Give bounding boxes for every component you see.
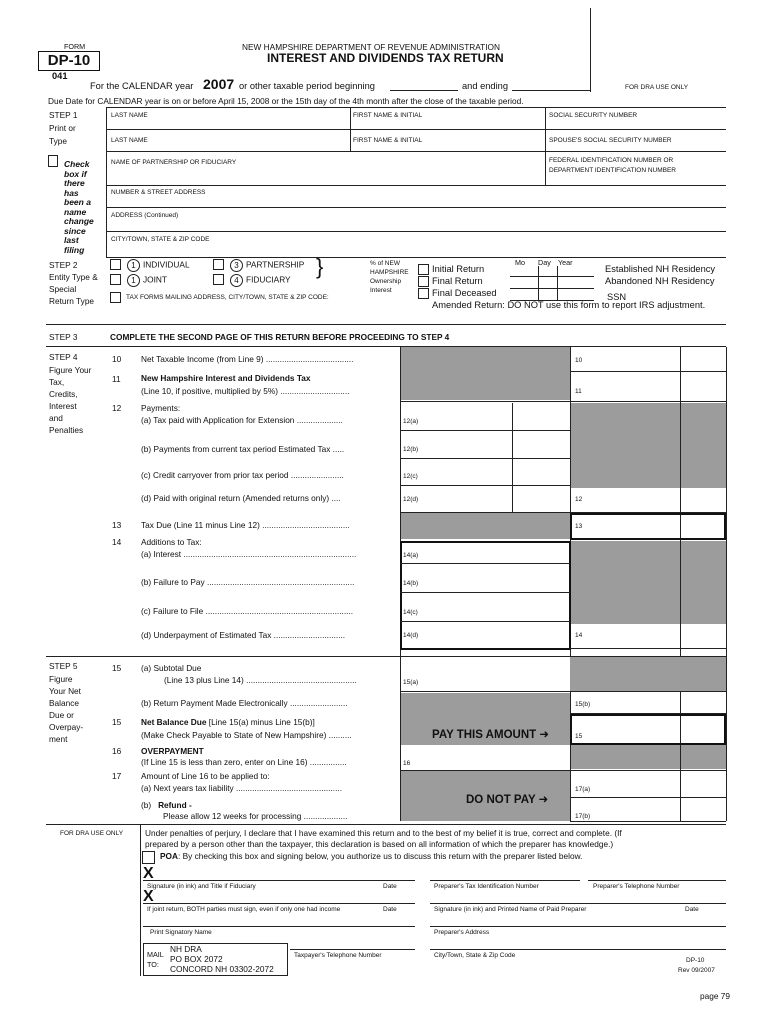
agency-name: NEW HAMPSHIRE DEPARTMENT OF REVENUE ADMINISTRATION [242,42,500,52]
step2-sub1: Entity Type & [49,272,98,282]
interest-label: Interest [370,287,392,294]
to-label: TO: [147,960,159,969]
preparer-signature-line[interactable] [430,903,726,904]
residency-date-2[interactable] [510,288,594,289]
step3-bottom-rule [46,346,726,347]
preparer-signature-label: Signature (in ink) and Printed Name of Paid Preparer [434,906,587,913]
page-title: INTEREST AND DIVIDENDS TAX RETURN [267,51,504,65]
step5-sub1: Figure [49,674,73,684]
line12b-text: (b) Payments from current tax period Estimated Tax ..... [141,444,345,454]
preparer-city-label: City/Town, State & Zip Code [434,952,516,959]
line13-box [570,513,726,540]
line17b-rule [570,821,726,822]
line13-text: Tax Due (Line 11 minus Line 12) ...................................... [141,520,350,530]
partnership-checkbox[interactable] [213,259,224,270]
step1-label: STEP 1 [49,110,78,120]
final-return-checkbox[interactable] [418,276,429,287]
line14c-text: (c) Failure to File ................................................................ [141,606,354,616]
form-number: DP-10 [38,51,100,71]
line12d-amount-field[interactable]: 12(d) [403,496,419,503]
address-continued-field[interactable]: ADDRESS (Continued) [111,212,179,219]
line17b-text: (b) Refund - [141,800,192,810]
line12b-rule [400,458,570,459]
step4-sub1: Figure Your [49,365,92,375]
partnership-option: 3 PARTNERSHIP [230,259,304,272]
ssn-label: SSN [607,292,627,302]
perjury-statement: Under penalties of perjury, I declare that I have examined this return and to the best of my belief it is true, correct and complete. (If [145,828,622,838]
shaded-area-13 [400,513,570,539]
line15-net-text-2: (Make Check Payable to State of New Hampshire) .......... [141,730,352,740]
tax-year: 2007 [203,76,235,92]
row-rule-5 [106,231,726,232]
line15-number: 15 [112,663,122,673]
line17-number: 17 [112,771,122,781]
line12c-amount-field[interactable]: 12(c) [403,473,418,480]
step3-instruction: COMPLETE THE SECOND PAGE OF THIS RETURN BEFORE PROCEEDING TO STEP 4 [110,332,450,342]
line16-rule [400,770,726,771]
joint-signature-line[interactable] [143,903,415,904]
arrow-right-icon: ➜ [539,729,549,741]
final-deceased-label: Final Deceased [432,288,497,298]
line14-number: 14 [112,537,122,547]
line14-text: Additions to Tax: [141,537,202,547]
step1-sub2: Type [49,136,67,146]
tax-forms-mailing-label: TAX FORMS MAILING ADDRESS, CITY/TOWN, STATE & ZIP CODE: [126,294,329,301]
preparer-tin-line[interactable] [430,880,580,881]
line16-number: 16 [112,746,122,756]
mail-address-2: PO BOX 2072 [170,954,223,964]
row-rule-4 [106,207,726,208]
step4-sub3: Credits, [49,389,78,399]
period-end-field[interactable] [512,90,590,91]
row-rule-1 [106,129,726,130]
line17a-amount-field[interactable]: 17(a) [575,786,591,793]
line17b-text-2: Please allow 12 weeks for processing ................... [163,811,348,821]
step4-label: STEP 4 [49,352,78,362]
step5-sub5: Overpay- [49,722,84,732]
line10-amount-field[interactable]: 10 [575,357,583,364]
line14-box [400,541,571,650]
dra-use-only: FOR DRA USE ONLY [625,84,689,91]
line17b-amount-field[interactable]: 17(b) [575,813,591,820]
final-return-label: Final Return [432,276,483,286]
step2-label: STEP 2 [49,260,78,270]
line14d-text: (d) Underpayment of Estimated Tax ............................... [141,630,346,640]
final-deceased-checkbox[interactable] [418,288,429,299]
right-rule [726,347,727,821]
shaded-area-14 [570,541,726,624]
form-label: FORM [64,42,86,51]
ownership-label: Ownership [370,278,402,285]
name-change-checkbox[interactable] [48,155,58,167]
sign-here-x-1: X [143,865,154,882]
preparer-tin-label: Preparer's Tax Identification Number [434,883,539,890]
preparer-address-line[interactable] [430,926,726,927]
revision-date: Rev 09/2007 [678,967,715,974]
day-label: Day [538,258,551,267]
line17a-rule [570,797,726,798]
dra-box-divider [590,8,591,92]
line16-amount-field[interactable]: 16 [403,760,411,767]
year-label: Year [558,258,573,267]
pay-this-amount-label: PAY THIS AMOUNT ➜ [432,729,549,741]
established-residency-label: Established NH Residency [605,264,716,274]
line12-number: 12 [112,403,122,413]
initial-return-label: Initial Return [432,264,485,274]
line12a-text: (a) Tax paid with Application for Extension .................... [141,415,343,425]
step4-sub6: Penalties [49,425,84,435]
preparer-phone-label: Preparer's Telephone Number [593,883,680,890]
page-number: page 79 [700,991,730,1001]
line12-amount-field[interactable]: 12 [575,496,583,503]
name-change-note: Check box if there has been a name change since last filing [64,159,94,255]
line12b-amount-field[interactable]: 12(b) [403,446,419,453]
line15a-rule [400,691,726,692]
line12c-rule [400,485,570,486]
signature-top-rule [46,824,726,825]
taxpayer-phone-line[interactable] [290,949,415,950]
spouse-ssn-field[interactable]: SPOUSE'S SOCIAL SECURITY NUMBER [549,137,672,144]
line14b-rule [400,592,570,593]
line11-number: 11 [112,374,121,384]
line13-number: 13 [112,520,122,530]
line14b-amount-field[interactable]: 14(b) [403,580,419,587]
line10-number: 10 [112,354,122,364]
step2-sub2: Special [49,284,77,294]
step3-label: STEP 3 [49,332,78,342]
brace-icon: } [316,254,324,279]
preparer-phone-line[interactable] [588,880,726,881]
city-state-zip-field[interactable]: CITY/TOWN, STATE & ZIP CODE [111,236,210,243]
fein-field-label-1[interactable]: FEDERAL IDENTIFICATION NUMBER OR [549,157,674,164]
line12-text: Payments: [141,403,181,413]
line15n-number: 15 [112,717,122,727]
abandoned-residency-label: Abandoned NH Residency [605,276,715,286]
preparer-address-label: Preparer's Address [434,929,490,936]
dra-use-only-bottom: FOR DRA USE ONLY [60,830,124,837]
and-ending-label: and ending [462,81,509,91]
line12c-text: (c) Credit carryover from prior tax period ....................... [141,470,344,480]
step5-label: STEP 5 [49,661,78,671]
last-name-field[interactable]: LAST NAME [111,112,148,119]
step3-top-rule [46,324,726,325]
line11-rule [400,401,726,402]
line14a-text: (a) Interest ........................................................................... [141,549,357,559]
step5-sub3: Balance [49,698,79,708]
step1-sub1: Print or [49,123,76,133]
line10-text: Net Taxable Income (from Line 9) ...................................... [141,354,354,364]
line14a-rule [400,563,570,564]
step5-sub4: Due or [49,710,74,720]
partnership-name-field[interactable]: NAME OF PARTNERSHIP OR FIDUCIARY [111,159,237,166]
fiduciary-checkbox[interactable] [213,274,224,285]
col-divider-2 [545,107,546,185]
step5-sub6: ment [49,734,68,744]
line12a-amount-field[interactable]: 12(a) [403,418,419,425]
line15-box [570,714,726,745]
joint-checkbox[interactable] [110,274,121,285]
date-divider-1 [538,266,539,300]
perjury-statement-2: prepared by a person other than the taxpayer, this declaration is based on all information of which the preparer has knowledge.) [145,839,614,849]
line15a-text-2: (Line 13 plus Line 14) ................................................ [164,675,357,685]
line14-amount-field[interactable]: 14 [575,632,583,639]
row-rule-2 [106,151,726,152]
date-label-1: Date [383,883,397,890]
line15a-text: (a) Subtotal Due [141,663,202,673]
line16-text-2: (If Line 15 is less than zero, enter on Line 16) ................ [141,757,347,767]
line11-text: New Hampshire Interest and Dividends Tax [141,373,311,383]
row-rule-6 [106,257,726,258]
individual-checkbox[interactable] [110,259,121,270]
initial-return-checkbox[interactable] [418,264,429,275]
line12d-text: (d) Paid with original return (Amended returns only) .... [141,493,341,503]
line15b-amount-field[interactable]: 15(b) [575,701,591,708]
do-not-pay-label: DO NOT PAY ➜ [466,794,549,806]
line15-net-text: Net Balance Due [Line 15(a) minus Line 15(b)] [141,717,315,727]
pct-new-label: % of NEW [370,260,400,267]
signature-left-rule [140,824,141,976]
individual-option: 1 INDIVIDUAL [127,259,190,272]
line11-amount-field[interactable]: 11 [575,388,582,395]
line14d-amount-field[interactable]: 14(d) [403,632,419,639]
step2-sub3: Return Type [49,296,95,306]
shaded-area-15a [570,657,726,691]
first-name-2-field[interactable]: FIRST NAME & INITIAL [353,137,423,144]
sign-here-x-2: X [143,888,154,905]
arrow-right-icon: ➜ [538,794,549,806]
residency-date-1[interactable] [510,276,594,277]
line17-text: Amount of Line 16 to be applied to: [141,771,270,781]
last-name-2-field[interactable]: LAST NAME [111,137,148,144]
date-label-2: Date [383,906,397,913]
line14c-rule [400,621,570,622]
shaded-area-16 [570,745,726,769]
line14-rule [570,648,726,649]
mail-address-1: NH DRA [170,944,202,954]
line16-text: OVERPAYMENT [141,746,204,756]
line10-rule [570,371,726,372]
step4-sub2: Tax, [49,377,65,387]
fiduciary-option: 4 FIDUCIARY [230,274,291,287]
line11-text-2: (Line 10, if positive, multiplied by 5%) .............................. [141,386,350,396]
signature-label: Signature (in ink) and Title if Fiduciary [147,883,256,890]
line14c-amount-field[interactable]: 14(c) [403,609,418,616]
step5-sub2: Your Net [49,686,81,696]
line14b-text: (b) Failure to Pay ................................................................ [141,577,355,587]
line15-amount-field[interactable]: 15 [575,733,583,740]
print-name-label: Print Signatory Name [150,929,212,936]
joint-signature-label: If joint return, BOTH parties must sign, even if only one had income [147,906,341,913]
calendar-suffix: or other taxable period beginning [239,81,375,91]
preparer-city-line[interactable] [430,949,726,950]
step4-sub4: Interest [49,401,77,411]
shaded-area-10-11 [400,347,570,400]
step1-top-rule [106,107,726,108]
shaded-area-12 [570,403,726,488]
print-name-line[interactable] [143,926,415,927]
line17a-text: (a) Next years tax liability .............................................. [141,783,343,793]
poa-statement: POA: By checking this box and signing below, you authorize us to discuss this return with the preparer listed below. [160,851,583,861]
cents-col-rule-2 [680,347,681,821]
mail-label: MAIL [147,950,164,959]
taxpayer-phone-label: Taxpayer's Telephone Number [294,952,382,959]
mail-address-3: CONCORD NH 03302-2072 [170,964,274,974]
row-rule-3 [106,185,726,186]
hampshire-label: HAMPSHIRE [370,269,409,276]
date-label-3: Date [685,906,699,913]
line12a-rule [400,430,570,431]
month-label: Mo [515,258,525,267]
street-address-field[interactable]: NUMBER & STREET ADDRESS [111,189,206,196]
joint-option: 1 JOINT [127,274,167,287]
first-name-field[interactable]: FIRST NAME & INITIAL [353,112,423,119]
calendar-prefix: For the CALENDAR year [90,81,194,91]
line13-amount-field[interactable]: 13 [575,523,583,530]
due-date-note: Due Date for CALENDAR year is on or before April 15, 2008 or the 15th day of the 4th month after the close of the taxable period. [48,96,524,106]
tax-forms-checkbox[interactable] [110,292,121,303]
date-divider-2 [557,266,558,300]
taxpayer-signature-line[interactable] [143,880,415,881]
sub-number: 041 [52,71,68,81]
line14a-amount-field[interactable]: 14(a) [403,552,419,559]
line15a-amount-field[interactable]: 15(a) [403,679,419,686]
amended-return-note: Amended Return: DO NOT use this form to report IRS adjustment. [432,300,706,310]
form-code: DP-10 [686,957,705,964]
line15b-text: (b) Return Payment Made Electronically ......................... [141,698,348,708]
poa-checkbox[interactable] [142,851,155,864]
fein-field-label-2: DEPARTMENT IDENTIFICATION NUMBER [549,167,676,174]
ssn-field[interactable]: SOCIAL SECURITY NUMBER [549,112,638,119]
step4-sub5: and [49,413,63,423]
period-begin-field[interactable] [390,90,458,91]
